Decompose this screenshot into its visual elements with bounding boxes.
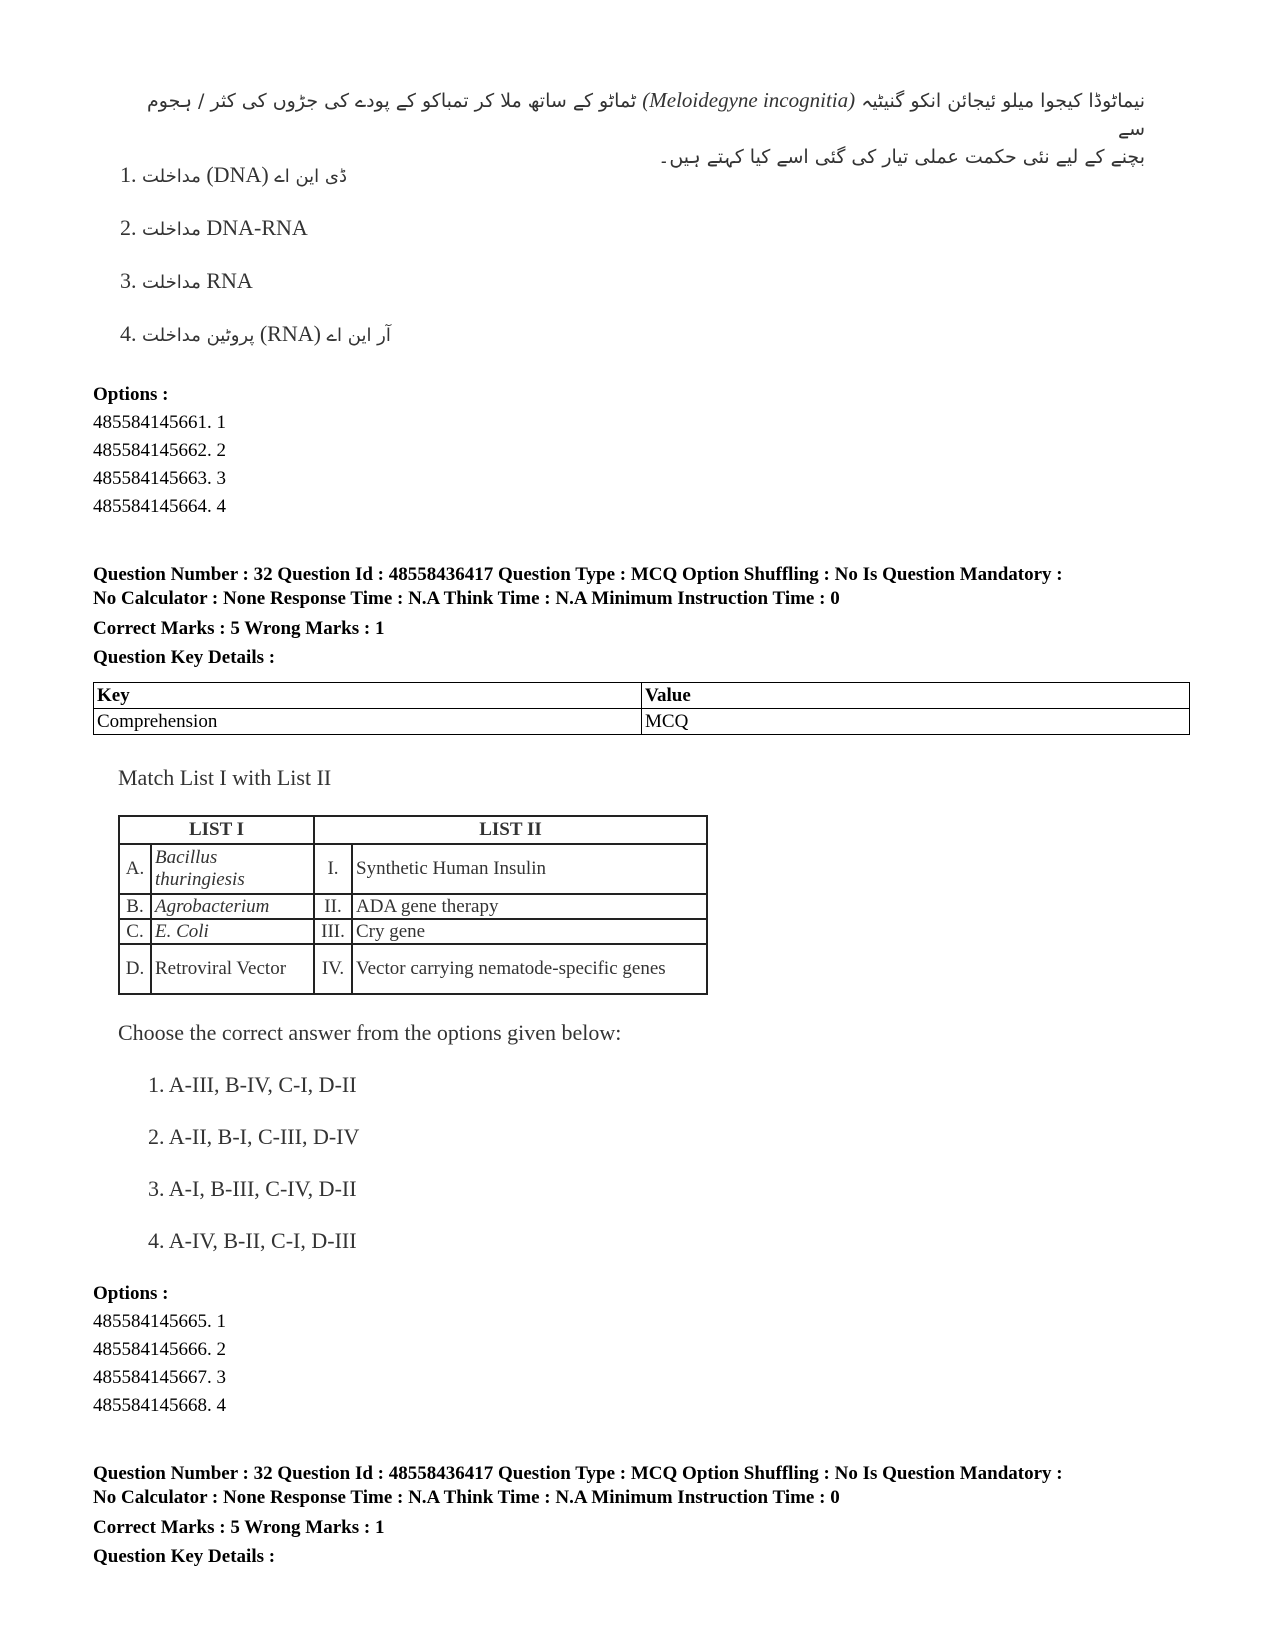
urdu-option-2: 2. مداخلت DNA-RNA [120,215,308,240]
urdu-question-text [115,86,1145,171]
scientific-name: (Meloidegyne incognitia) [642,88,856,112]
option-id: 485584145668. 4 [93,1395,226,1416]
option-id: 485584145664. 4 [93,496,226,517]
urdu-question-line-2: بچنے کے لیے نئی حکمت عملی تیار کی گئی اسے کیا کہتے ہیں۔ [658,146,1145,168]
key-table-row [94,709,1190,735]
options-heading: Options : [93,1283,169,1304]
list-2-header: LIST II [314,816,707,844]
option-id: 485584145665. 1 [93,1311,226,1332]
answer-choice: 4. A-IV, B-II, C-I, D-III [148,1228,357,1253]
option-id: 485584145667. 3 [93,1367,226,1388]
value-header: Value [642,683,1190,709]
value-cell: MCQ [642,709,1190,735]
urdu-question-line-1: نیماٹوڈا کیجوا میلو ئیجائن انکو گنیٹیہ (Meloidegyne incognitia) ٹماٹو کے ساتھ ملا کر تمباکو کے پودے کی جڑوں کی کثر / ہجوم سے [147,88,1145,140]
key-header: Key [94,683,642,709]
match-question-title: Match List I with List II [118,765,332,790]
table-row: D. Retroviral Vector IV. Vector carrying nematode-specific genes [119,944,707,994]
match-list-table [118,815,708,995]
key-details-table [93,682,1190,735]
table-row: A. Bacillus thuringiesis I. Synthetic Human Insulin [119,844,707,894]
key-cell: Comprehension [94,709,642,735]
key-details-heading: Question Key Details : [93,1546,276,1567]
urdu-option-4: 4. پروٹین مداخلت (RNA) آر این اے [120,321,391,346]
answer-choice: 3. A-I, B-III, C-IV, D-II [148,1176,357,1201]
table-row: C. E. Coli III. Cry gene [119,919,707,944]
urdu-option-1: 1. مداخلت (DNA) ڈی این اے [120,162,347,187]
list-table-header [119,816,707,844]
option-id: 485584145662. 2 [93,440,226,461]
option-id: 485584145663. 3 [93,468,226,489]
marks-info: Correct Marks : 5 Wrong Marks : 1 [93,1517,385,1538]
answer-choice: 2. A-II, B-I, C-III, D-IV [148,1124,360,1149]
table-row: B. Agrobacterium II. ADA gene therapy [119,894,707,919]
option-id: 485584145666. 2 [93,1339,226,1360]
marks-info: Correct Marks : 5 Wrong Marks : 1 [93,618,385,639]
key-table-header [94,683,1190,709]
question-meta: Question Number : 32 Question Id : 48558436417 Question Type : MCQ Option Shuffling : No Is Question Mandatory : No Calculator : None Response Time : N.A Think Time : N.A Minimum Instruction Time : 0 [93,1463,1063,1508]
answer-choice: 1. A-III, B-IV, C-I, D-II [148,1072,357,1097]
list-1-header: LIST I [119,816,314,844]
options-heading: Options : [93,384,169,405]
choose-instruction: Choose the correct answer from the options given below: [118,1020,622,1045]
option-id: 485584145661. 1 [93,412,226,433]
urdu-option-3: 3. مداخلت RNA [120,268,253,293]
question-meta: Question Number : 32 Question Id : 48558436417 Question Type : MCQ Option Shuffling : No Is Question Mandatory : No Calculator : None Response Time : N.A Think Time : N.A Minimum Instruction Time : 0 [93,564,1063,609]
key-details-heading: Question Key Details : [93,647,276,668]
